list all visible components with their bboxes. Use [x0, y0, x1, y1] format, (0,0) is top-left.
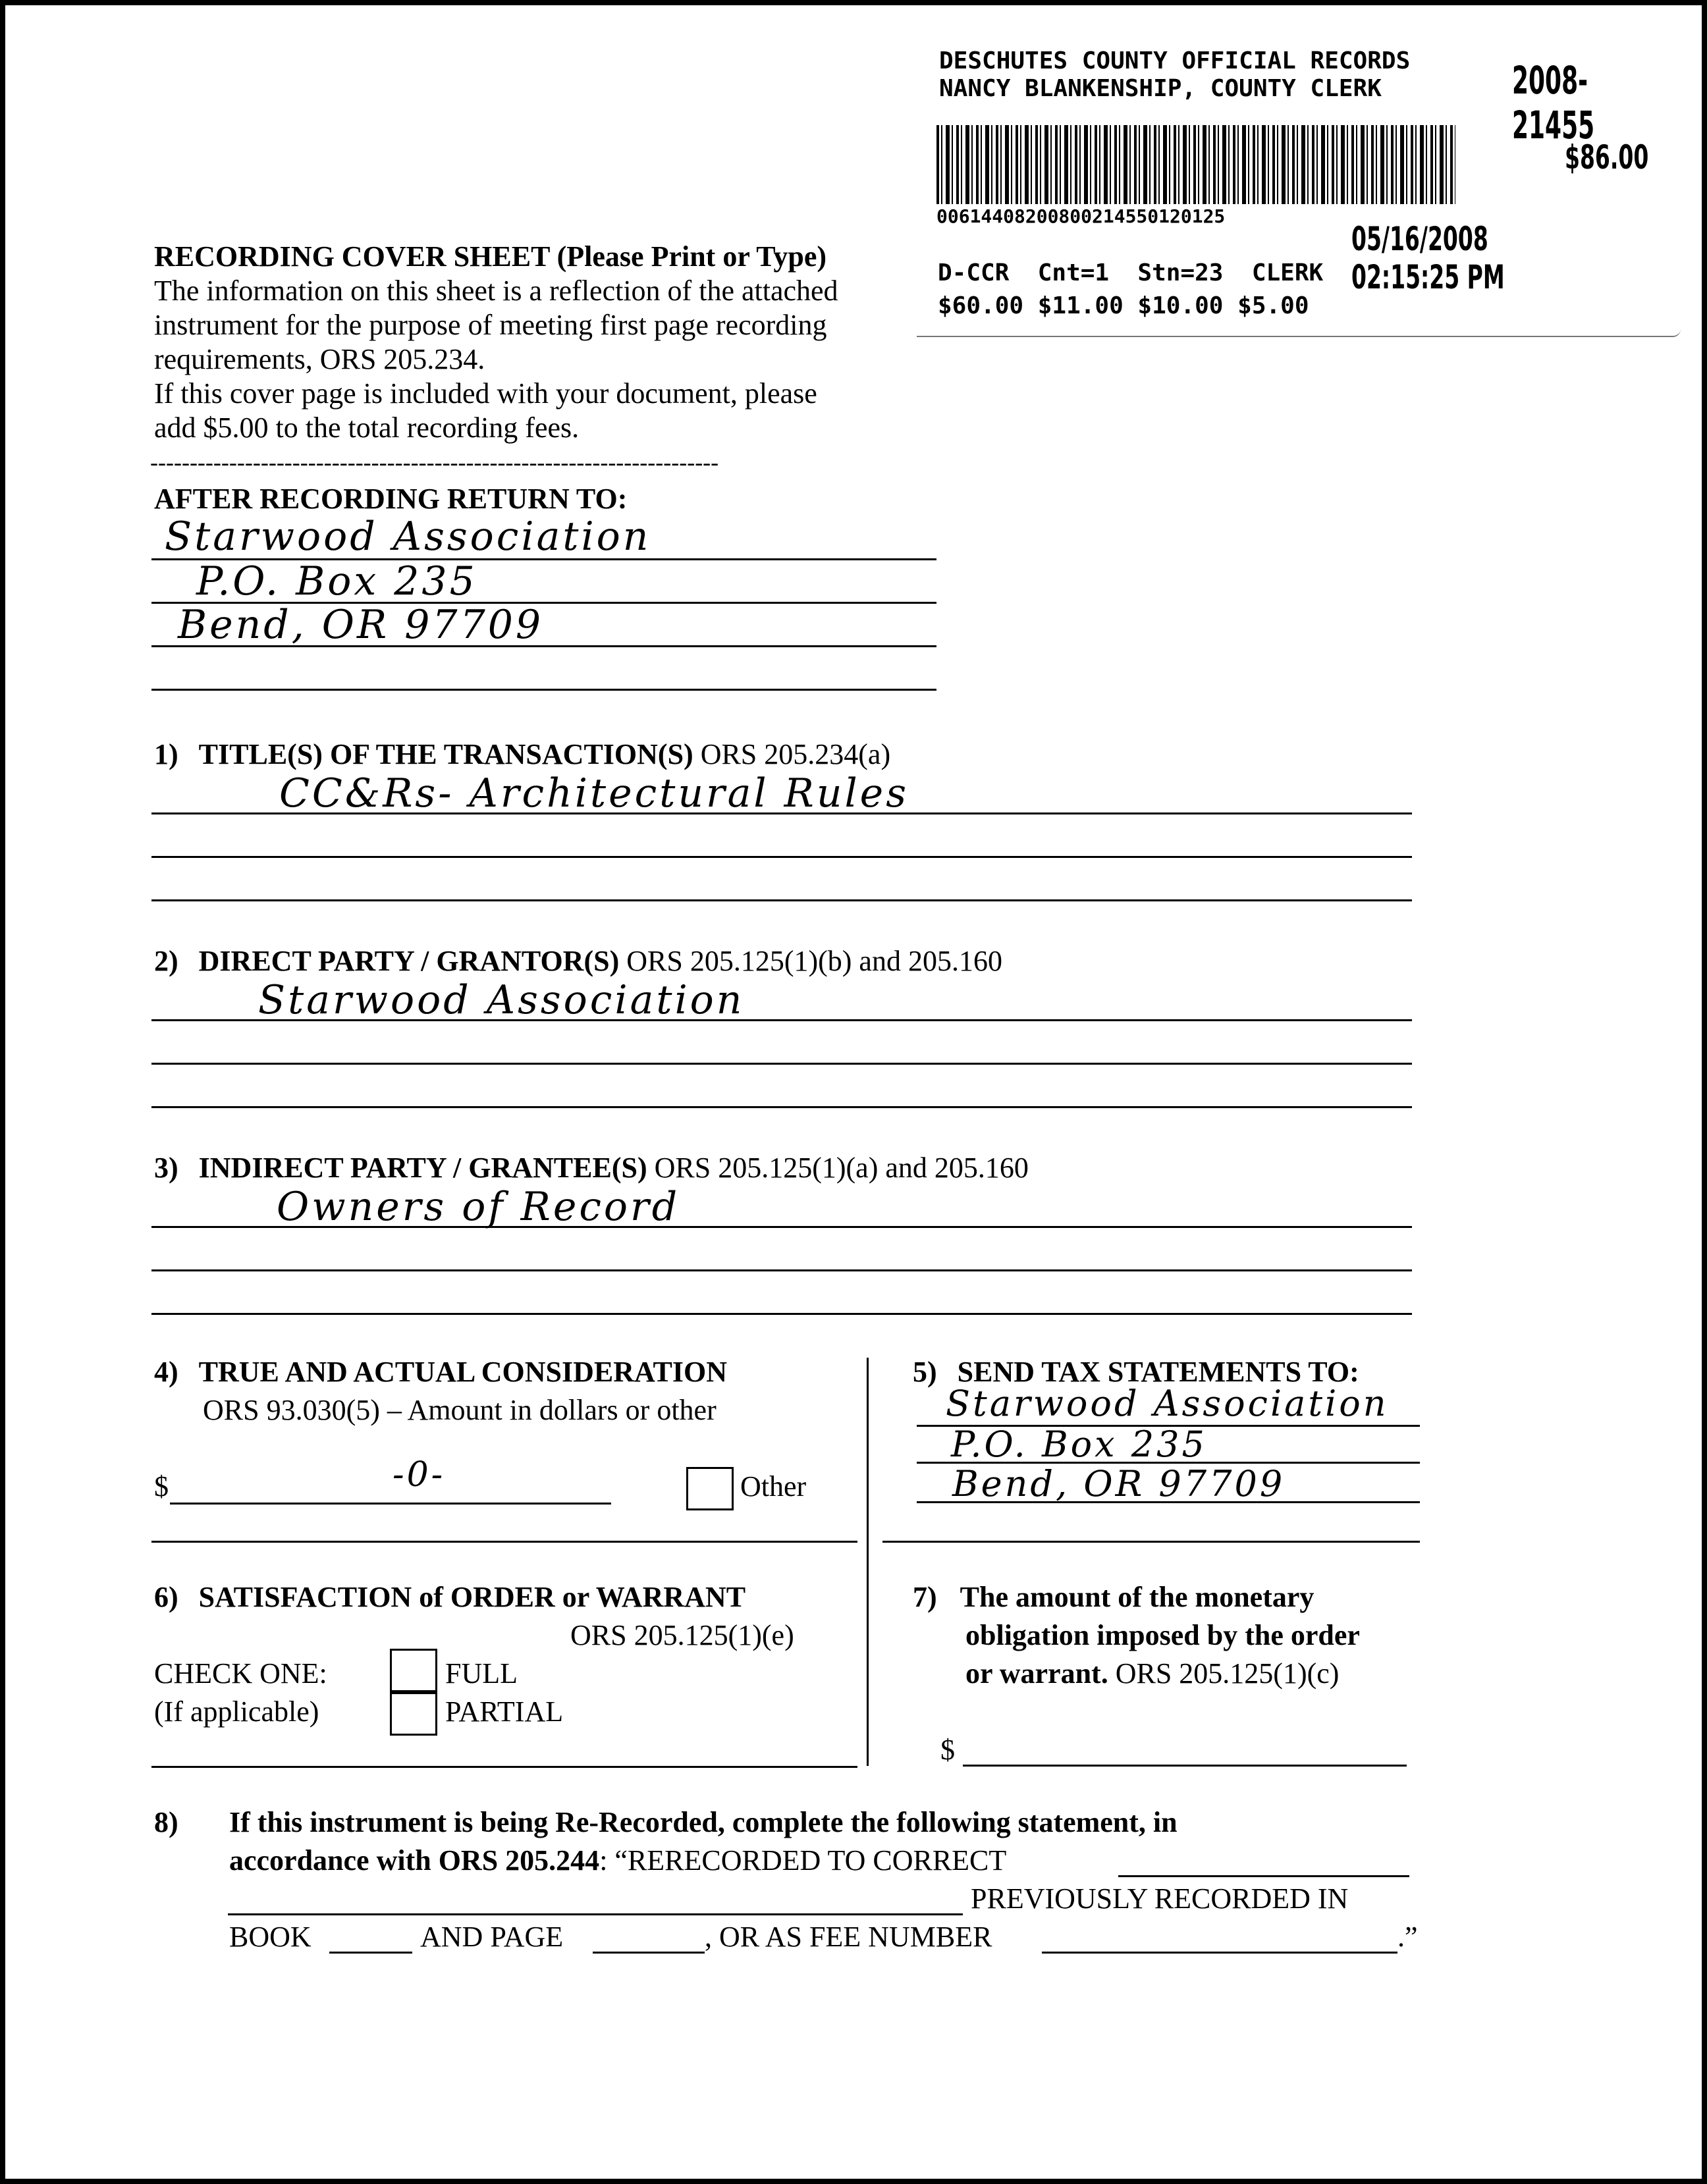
section-2-rule-2	[151, 1063, 1412, 1065]
section-7-dollar: $	[940, 1734, 955, 1766]
section-6-label: SATISFACTION of ORDER or WARRANT	[198, 1581, 746, 1613]
section-4-amount-value: -0-	[393, 1455, 446, 1495]
section-7-ref: ORS 205.125(1)(c)	[1115, 1657, 1340, 1690]
stamp-datetime: 05/16/2008 02:15:25 PM	[1351, 220, 1505, 296]
section-2-label: DIRECT PARTY / GRANTOR(S)	[198, 945, 620, 977]
return-to-label: AFTER RECORDING RETURN TO:	[154, 483, 628, 515]
full-label: FULL	[445, 1657, 518, 1690]
section-3-heading	[154, 1151, 1029, 1185]
section-3-value: Owners of Record	[277, 1184, 680, 1230]
stamp-total-fee: $86.00	[1565, 138, 1649, 176]
stamp-edge	[917, 329, 1681, 337]
cover-line-4: If this cover page is included with your document, please	[154, 377, 817, 410]
section-3-label: INDIRECT PARTY / GRANTEE(S)	[198, 1152, 647, 1184]
section-2-rule-1	[151, 1019, 1412, 1021]
section-8-line-2-bold: accordance with ORS 205.244	[229, 1844, 600, 1877]
section-5-number: 5)	[913, 1356, 937, 1388]
full-checkbox[interactable]	[390, 1649, 437, 1692]
section-7-line-1: The amount of the monetary	[960, 1581, 1314, 1613]
section-1-label: TITLE(S) OF THE TRANSACTION(S)	[198, 738, 693, 770]
stamp-clerk: NANCY BLANKENSHIP, COUNTY CLERK	[939, 75, 1382, 102]
return-to-line-1: Starwood Association	[165, 514, 651, 560]
section-8-line-1: If this instrument is being Re-Recorded, complete the following statement, in	[229, 1806, 1178, 1838]
section-8-line-2	[229, 1844, 1006, 1878]
section-1-rule-3	[151, 899, 1412, 901]
partial-checkbox[interactable]	[390, 1692, 437, 1736]
section-6-number: 6)	[154, 1581, 178, 1613]
section-7-line-3	[965, 1657, 1339, 1691]
section-4-dollar: $	[154, 1470, 169, 1503]
section-2-heading	[154, 944, 1002, 978]
section-4-amount-rule	[170, 1503, 611, 1505]
section-7-amount-rule	[963, 1765, 1407, 1767]
section-1-rule-2	[151, 856, 1412, 858]
section-3-ref: ORS 205.125(1)(a) and 205.160	[654, 1152, 1029, 1184]
stamp-codes: D-CCR Cnt=1 Stn=23 CLERK	[938, 259, 1324, 286]
section-1-number: 1)	[154, 738, 178, 770]
section-4-label: TRUE AND ACTUAL CONSIDERATION	[198, 1356, 727, 1388]
section-2-number: 2)	[154, 945, 178, 977]
section-8-book-label: BOOK	[229, 1921, 312, 1953]
cover-line-1: The information on this sheet is a reflection of the attached	[154, 275, 838, 307]
section-7-number: 7)	[913, 1581, 937, 1613]
other-label: Other	[740, 1470, 807, 1503]
section-1-ref: ORS 205.234(a)	[700, 738, 891, 770]
section-1-heading	[154, 737, 890, 772]
stamp-office: DESCHUTES COUNTY OFFICIAL RECORDS	[939, 47, 1411, 74]
section-5-line-3: Bend, OR 97709	[952, 1463, 1286, 1505]
return-to-line-2: P.O. Box 235	[196, 558, 477, 604]
section-7-line-2: obligation imposed by the order	[965, 1619, 1360, 1651]
cover-line-2: instrument for the purpose of meeting first page recording	[154, 309, 827, 341]
section-8-page-rule	[593, 1952, 705, 1954]
section-1-value: CC&Rs- Architectural Rules	[279, 770, 909, 816]
section-8-correct-rule	[1118, 1875, 1409, 1877]
section-6-rule	[151, 1766, 857, 1768]
section-1-rule-1	[151, 812, 1412, 814]
section-8-page-label: AND PAGE	[420, 1921, 564, 1953]
section-7-heading	[913, 1580, 1314, 1614]
other-checkbox[interactable]	[686, 1467, 734, 1510]
barcode-number: 00614408200800214550120125	[936, 205, 1226, 227]
section-5-line-2: P.O. Box 235	[951, 1424, 1207, 1465]
if-applicable-label: (If applicable)	[154, 1695, 319, 1728]
cover-line-3: requirements, ORS 205.234.	[154, 343, 485, 375]
section-4-number: 4)	[154, 1356, 178, 1388]
section-6-heading	[154, 1580, 745, 1614]
section-8-number: 8)	[154, 1806, 178, 1838]
return-to-line-3: Bend, OR 97709	[178, 602, 544, 648]
section-5-rule-4	[882, 1541, 1420, 1543]
section-8-blank-rule	[228, 1913, 963, 1915]
section-2-value: Starwood Association	[258, 977, 745, 1023]
section-8-fee-rule	[1042, 1952, 1397, 1954]
section-3-rule-2	[151, 1269, 1412, 1271]
section-2-rule-3	[151, 1106, 1412, 1108]
stamp-doc-number: 2008-21455	[1512, 58, 1595, 147]
section-8-book-rule	[329, 1952, 412, 1954]
check-one-label: CHECK ONE:	[154, 1657, 327, 1690]
section-5-line-1: Starwood Association	[946, 1383, 1389, 1424]
column-divider	[867, 1358, 869, 1766]
return-to-rule-4	[151, 689, 936, 691]
section-5-label: SEND TAX STATEMENTS TO:	[957, 1356, 1359, 1388]
section-3-rule-1	[151, 1226, 1412, 1228]
section-6-ref: ORS 205.125(1)(e)	[570, 1619, 794, 1651]
section-8-close: .”	[1397, 1921, 1418, 1953]
return-to-rule-3	[151, 645, 936, 647]
section-8-fee-label: , OR AS FEE NUMBER	[705, 1921, 992, 1953]
section-8-line-2-rest: : “RERECORDED TO CORRECT	[599, 1844, 1007, 1877]
barcode	[936, 125, 1455, 204]
section-3-number: 3)	[154, 1152, 178, 1184]
section-8-line-3: PREVIOUSLY RECORDED IN	[971, 1882, 1349, 1915]
section-4-rule	[151, 1541, 857, 1543]
cover-line-5: add $5.00 to the total recording fees.	[154, 412, 580, 444]
section-4-subtitle: ORS 93.030(5) – Amount in dollars or other	[203, 1394, 717, 1426]
section-7-line-3-bold: or warrant.	[965, 1657, 1108, 1690]
cover-title: RECORDING COVER SHEET (Please Print or Type)	[154, 240, 827, 273]
partial-label: PARTIAL	[445, 1695, 564, 1728]
section-5-rule-3	[917, 1501, 1420, 1503]
section-3-rule-3	[151, 1313, 1412, 1315]
section-4-heading	[154, 1355, 727, 1389]
section-2-ref: ORS 205.125(1)(b) and 205.160	[626, 945, 1002, 977]
cover-divider: ------------------------------------------------------------------------	[150, 449, 719, 475]
stamp-fees: $60.00 $11.00 $10.00 $5.00	[938, 292, 1309, 319]
